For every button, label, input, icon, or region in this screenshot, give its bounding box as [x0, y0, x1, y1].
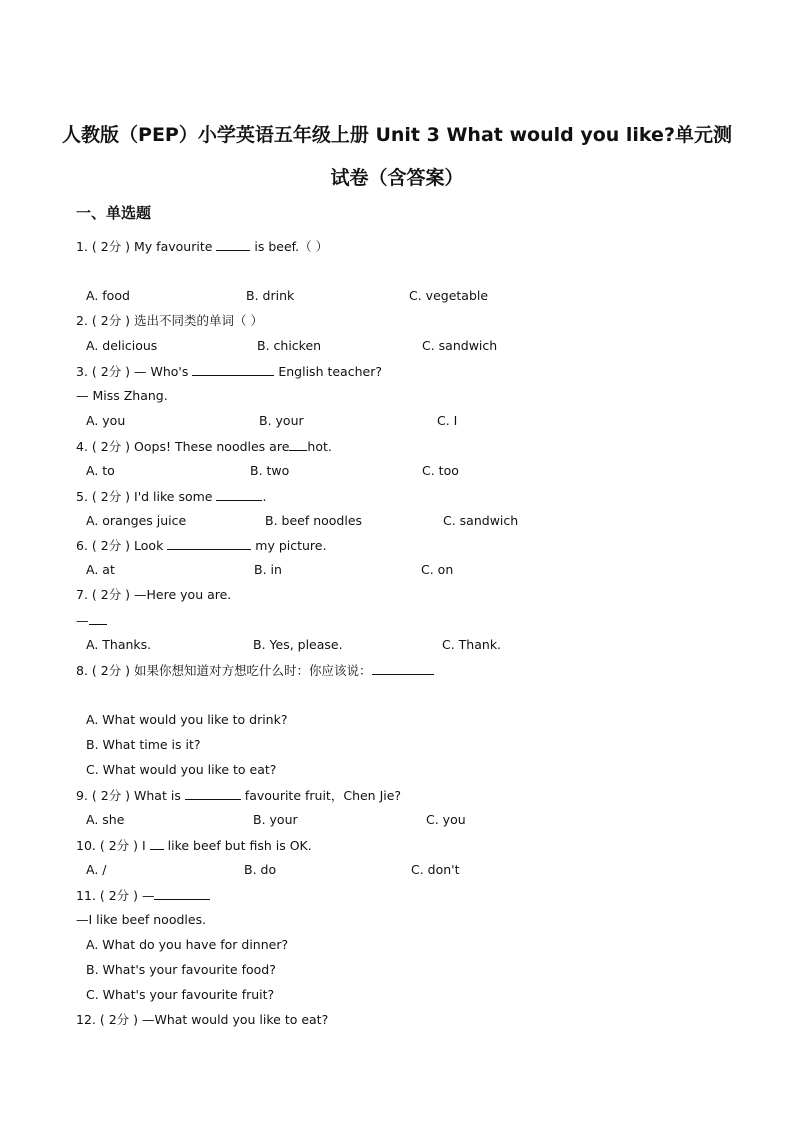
- question-3-stem-end: English teacher?: [278, 364, 382, 379]
- question-2-stem: 2. ( 2分 ) 选出不同类的单词（ ）: [76, 313, 264, 328]
- question-11: [76, 887, 210, 904]
- option-b: B. in: [254, 562, 282, 577]
- question-4-stem-end: hot.: [307, 439, 332, 454]
- question-9-stem-end: favourite fruit，Chen Jie?: [244, 788, 402, 803]
- question-3: [76, 363, 382, 380]
- option-a: A. you: [86, 413, 126, 428]
- answer-blank: [289, 438, 307, 451]
- option-a: A. What do you have for dinner?: [86, 937, 289, 952]
- option-c: C. sandwich: [443, 513, 519, 528]
- option-b: B. do: [244, 862, 277, 877]
- option-a: A. food: [86, 288, 130, 303]
- option-a: A. What would you like to drink?: [86, 712, 288, 727]
- answer-blank: [372, 662, 434, 675]
- option-c: C. sandwich: [422, 338, 498, 353]
- option-b: B. chicken: [257, 338, 322, 353]
- option-a: A. delicious: [86, 338, 158, 353]
- option-a: A. Thanks.: [86, 637, 152, 652]
- question-1: [76, 238, 328, 255]
- answer-blank: [150, 837, 164, 850]
- answer-blank: [154, 887, 210, 900]
- question-9-stem: 9. ( 2分 ) What is: [76, 788, 181, 803]
- question-5: [76, 488, 266, 505]
- option-a: A. she: [86, 812, 125, 827]
- question-6: [76, 537, 326, 554]
- option-c: C. too: [422, 463, 459, 478]
- option-b: B. What's your favourite food?: [86, 962, 276, 977]
- section-heading: 一、单选题: [76, 204, 152, 222]
- question-10-stem: 10. ( 2分 ) I: [76, 838, 146, 853]
- answer-blank: [185, 787, 241, 800]
- question-6-stem-end: my picture.: [255, 538, 327, 553]
- question-5-stem: 5. ( 2分 ) I'd like some: [76, 489, 213, 504]
- option-b: B. Yes, please.: [253, 637, 343, 652]
- question-9: [76, 787, 401, 804]
- option-b: B. What time is it?: [86, 737, 201, 752]
- option-c: C. I: [437, 413, 458, 428]
- question-10-stem-end: like beef but fish is OK.: [167, 838, 312, 853]
- question-12: [76, 1012, 328, 1028]
- answer-blank: [216, 488, 262, 501]
- option-b: B. drink: [246, 288, 295, 303]
- question-8: [76, 662, 434, 679]
- question-10: [76, 837, 312, 854]
- question-4: [76, 438, 332, 455]
- question-7-line-2: [76, 612, 107, 629]
- question-1-stem-end: is beef.（ ）: [254, 239, 329, 254]
- question-6-stem: 6. ( 2分 ) Look: [76, 538, 164, 553]
- option-c: C. Thank.: [442, 637, 502, 652]
- answer-blank: [216, 238, 250, 251]
- question-12-stem: 12. ( 2分 ) —What would you like to eat?: [76, 1012, 329, 1027]
- option-c: C. What's your favourite fruit?: [86, 987, 275, 1002]
- option-b: B. two: [250, 463, 290, 478]
- option-b: B. your: [259, 413, 304, 428]
- option-a: A. /: [86, 862, 107, 877]
- option-a: A. to: [86, 463, 115, 478]
- option-a: A. oranges juice: [86, 513, 187, 528]
- question-7: [76, 587, 231, 603]
- option-b: B. your: [253, 812, 298, 827]
- page-title: 人教版（PEP）小学英语五年级上册 Unit 3 What would you like?单元测试卷（含答案）: [62, 124, 732, 189]
- question-8-stem: 8. ( 2分 ) 如果你想知道对方想吃什么时：你应该说：: [76, 663, 372, 678]
- question-11-stem: 11. ( 2分 ) —: [76, 888, 155, 903]
- question-3-line-2: — Miss Zhang.: [76, 388, 168, 403]
- option-a: A. at: [86, 562, 115, 577]
- answer-blank: [192, 363, 274, 376]
- question-7-stem: 7. ( 2分 ) —Here you are.: [76, 587, 232, 602]
- answer-blank: [89, 612, 107, 625]
- option-c: C. don't: [411, 862, 460, 877]
- question-3-stem: 3. ( 2分 ) — Who's: [76, 364, 189, 379]
- question-2: [76, 313, 263, 329]
- dash: —: [76, 613, 89, 628]
- question-5-stem-end: .: [262, 489, 267, 504]
- question-4-stem: 4. ( 2分 ) Oops! These noodles are: [76, 439, 290, 454]
- option-b: B. beef noodles: [265, 513, 363, 528]
- answer-blank: [167, 537, 251, 550]
- option-c: C. on: [421, 562, 454, 577]
- option-c: C. vegetable: [409, 288, 489, 303]
- question-1-stem: 1. ( 2分 ) My favourite: [76, 239, 213, 254]
- question-11-line-2: —I like beef noodles.: [76, 912, 207, 927]
- option-c: C. you: [426, 812, 466, 827]
- option-c: C. What would you like to eat?: [86, 762, 277, 777]
